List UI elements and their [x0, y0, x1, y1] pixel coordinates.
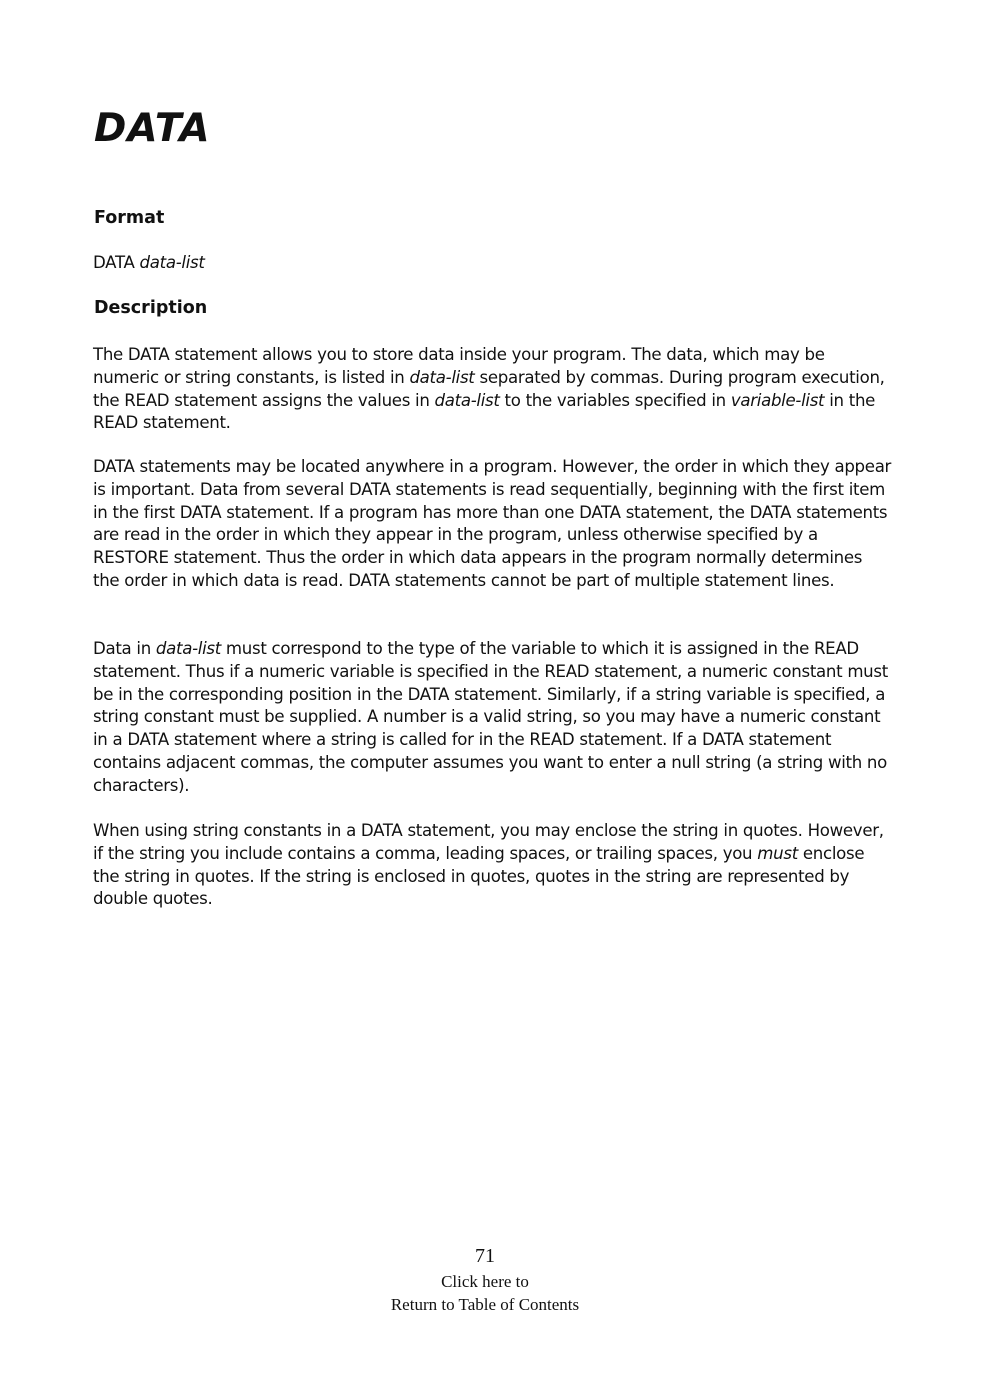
italic-term: must — [757, 843, 798, 863]
description-paragraph-4 — [93, 820, 893, 911]
format-keyword: DATA — [93, 253, 135, 272]
description-paragraph-1 — [93, 344, 893, 435]
paragraph-text: must correspond to the type of the variable to which it is assigned in the READ statement. Thus if a numeric variable is specified in the READ statement, a numeric constant must be in the corresponding position in the DATA statement. Similarly, if a string variable is specified, a string constant must be supplied. A number is a valid string, so you may have a numeric constant in a DATA statement where a string is called for in the READ statement. If a DATA statement contains adjacent commas, the computer assumes you want to enter a null string (a string with no characters). — [93, 639, 888, 795]
format-syntax — [93, 252, 893, 275]
page-number: 71 — [475, 1245, 495, 1267]
description-paragraph-3 — [93, 638, 893, 798]
toc-link-line-2[interactable]: Return to Table of Contents — [390, 1295, 580, 1314]
format-argument: data-list — [139, 253, 205, 272]
paragraph-text: enclose the string in quotes. If the string is enclosed in quotes, quotes in the string are represented by double quotes. — [93, 843, 865, 909]
format-heading: Format — [94, 208, 165, 228]
description-paragraph-2: DATA statements may be located anywhere in a program. However, the order in which they appear is important. Data from several DATA statements is read sequentially, beginning with the first item in the first DATA statement. If a program has more than one DATA statement, the DATA statements are read in the order in which they appear in the program, unless otherwise specified by a RESTORE statement. Thus the order in which data appears in the program normally determines the order in which data is read. DATA statements cannot be part of multiple statement lines. — [93, 457, 892, 590]
italic-term: data-list — [155, 639, 221, 658]
toc-link-line-1[interactable]: Click here to — [441, 1272, 529, 1291]
italic-term: data-list — [434, 390, 500, 410]
paragraph-text: separated by commas. During program execution, the READ statement assigns the values in — [93, 367, 885, 410]
italic-term: data-list — [409, 367, 475, 387]
page-title: DATA — [94, 106, 211, 151]
italic-term: variable-list — [730, 390, 825, 410]
description-heading: Description — [94, 298, 208, 318]
paragraph-text: to the variables specified in — [499, 390, 731, 410]
paragraph-text: Data in — [93, 639, 156, 658]
paragraph-text: The DATA statement allows you to store data inside your program. The data, which may be numeric or string constants, is listed in — [93, 345, 825, 387]
paragraph-text: in the READ statement. — [93, 390, 876, 433]
paragraph-text: When using string constants in a DATA statement, you may enclose the string in quotes. However, if the string you include contains a comma, leading spaces, or trailing spaces, you — [93, 821, 884, 863]
return-to-toc-link[interactable] — [0, 1270, 970, 1316]
